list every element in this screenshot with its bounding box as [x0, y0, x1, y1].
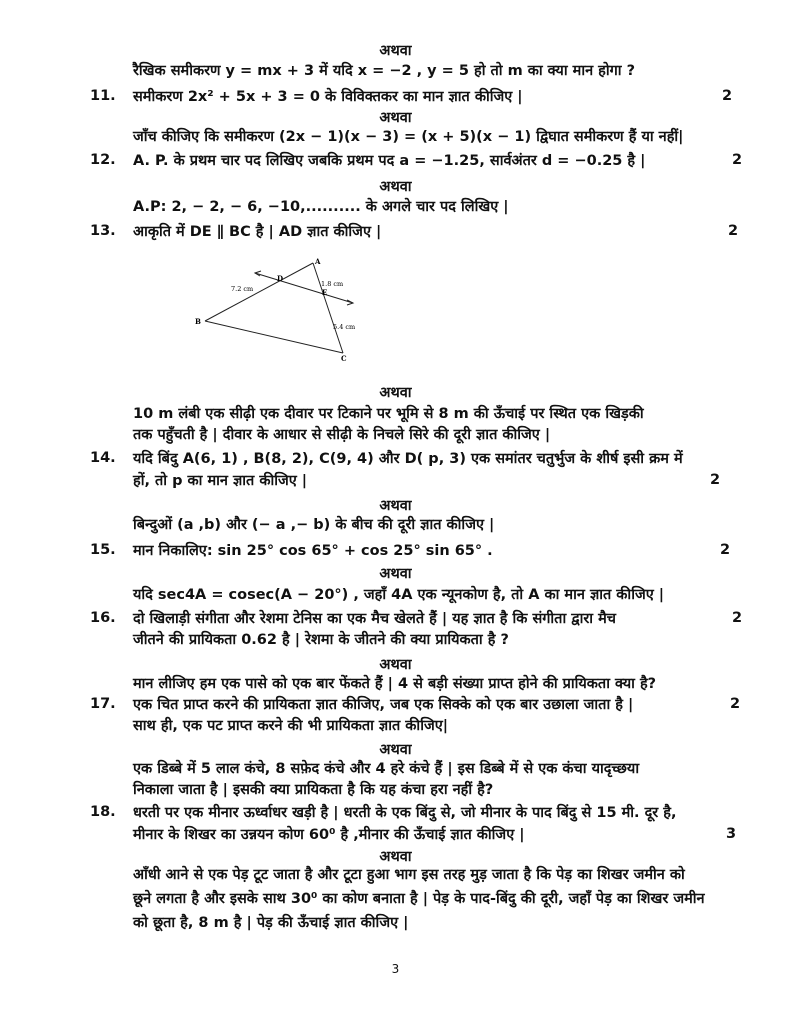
or-heading: अथवा — [379, 657, 412, 673]
q14-number: 14. — [90, 450, 116, 466]
label-bd-length: 7.2 cm — [231, 285, 254, 293]
q17-text-line1: एक चित प्राप्त करने की प्रायिकता ज्ञात कीजिए, जब एक सिक्के को एक बार उछाला जाता है | — [133, 697, 634, 713]
q11-marks: 2 — [722, 88, 733, 104]
q13-alt-line1: 10 m लंबी एक सीढ़ी एक दीवार पर टिकाने पर भूमि से 8 m की ऊँचाई पर स्थित एक खिड़की — [133, 406, 644, 422]
or-heading: अथवा — [379, 566, 412, 582]
q12-text: A. P. के प्रथम चार पद लिखिए जबकि प्रथम पद a = −1.25, सार्वअंतर d = −0.25 है | — [133, 153, 646, 169]
q16-text-line2: जीतने की प्रायिकता 0.62 है | रेशमा के जीतने की क्या प्रायिकता है ? — [133, 632, 509, 648]
or-heading: अथवा — [379, 43, 412, 59]
label-d: D — [277, 274, 284, 283]
q12-marks: 2 — [732, 152, 743, 168]
q18-text-line1: धरती पर एक मीनार ऊर्ध्वाधर खड़ी है | धरती के एक बिंदु से, जो मीनार के पाद बिंदु से 15 मी. दूर है, — [133, 805, 677, 821]
or-heading: अथवा — [379, 385, 412, 401]
or-heading: अथवा — [379, 849, 412, 865]
label-a: A — [315, 257, 321, 266]
q13-alt-line2: तक पहुँचती है | दीवार के आधार से सीढ़ी के निचले सिरे की दूरी ज्ञात कीजिए | — [133, 427, 551, 443]
q14-text-line1: यदि बिंदु A(6, 1) , B(8, 2), C(9, 4) और D( p, 3) एक समांतर चतुर्भुज के शीर्ष इसी क्रम में — [133, 451, 683, 467]
q15-marks: 2 — [720, 542, 731, 558]
or-heading: अथवा — [379, 179, 412, 195]
q12-alt: A.P: 2, − 2, − 6, −10,.......... के अगले चार पद लिखिए | — [133, 199, 509, 215]
page-number: 3 — [391, 962, 400, 976]
or-heading: अथवा — [379, 498, 412, 514]
side-ac — [313, 263, 343, 353]
q14-marks: 2 — [710, 472, 721, 488]
q17-alt-line1: एक डिब्बे में 5 लाल कंचे, 8 सफ़ेद कंचे और 4 हरे कंचे हैं | इस डिब्बे में से एक कंचा यादृच्छया — [133, 761, 640, 777]
q13-number: 13. — [90, 223, 116, 239]
or-heading: अथवा — [379, 110, 412, 126]
q16-number: 16. — [90, 610, 116, 626]
label-ae-length: 1.8 cm — [321, 280, 344, 288]
q18-text-line2: मीनार के शिखर का उन्नयन कोण 60⁰ है ,मीनार की ऊँचाई ज्ञात कीजिए | — [133, 827, 525, 843]
label-ec-length: 5.4 cm — [333, 323, 356, 331]
q18-alt-line1: आँधी आने से एक पेड़ टूट जाता है और टूटा हुआ भाग इस तरह मुड़ जाता है कि पेड़ का शिखर जमीन को — [133, 867, 685, 883]
q17-number: 17. — [90, 696, 116, 712]
q18-alt-line2: छूने लगता है और इसके साथ 30⁰ का कोण बनाता है | पेड़ के पाद-बिंदु की दूरी, जहाँ पेड़ का शिखर जमीन — [133, 891, 705, 907]
q17-text-line2: साथ ही, एक पट प्राप्त करने की भी प्रायिकता ज्ञात कीजिए| — [133, 718, 449, 734]
q18-number: 18. — [90, 804, 116, 820]
q14-text-line2: हों, तो p का मान ज्ञात कीजिए | — [133, 473, 308, 489]
q15-alt: यदि sec4A = cosec(A − 20°) , जहाँ 4A एक न्यूनकोण है, तो A का मान ज्ञात कीजिए | — [133, 587, 665, 603]
q17-alt-line2: निकाला जाता है | इसकी क्या प्रायिकता है कि यह कंचा हरा नहीं है? — [133, 782, 494, 798]
q15-number: 15. — [90, 542, 116, 558]
q13-marks: 2 — [728, 223, 739, 239]
q16-alt: मान लीजिए हम एक पासे को एक बार फेंकते हैं | 4 से बड़ी संख्या प्राप्त होने की प्रायिकता क्या है? — [133, 676, 657, 692]
q12-number: 12. — [90, 152, 116, 168]
q18-marks: 3 — [726, 826, 737, 842]
q15-text: मान निकालिए: sin 25° cos 65° + cos 25° sin 65° . — [133, 543, 493, 559]
q14-alt: बिन्दुओं (a ,b) और (− a ,− b) के बीच की दूरी ज्ञात कीजिए | — [133, 517, 495, 533]
line-de — [255, 273, 353, 303]
q17-marks: 2 — [730, 696, 741, 712]
q11-number: 11. — [90, 88, 116, 104]
q18-alt-line3: को छूता है, 8 m है | पेड़ की ऊँचाई ज्ञात कीजिए | — [133, 915, 409, 931]
q16-marks: 2 — [732, 610, 743, 626]
label-e: E — [322, 288, 328, 297]
q13-text: आकृति में DE ∥ BC है | AD ज्ञात कीजिए | — [133, 224, 382, 240]
label-b: B — [195, 317, 201, 326]
q11-alt: जाँच कीजिए कि समीकरण (2x − 1)(x − 3) = (x + 5)(x − 1) द्विघात समीकरण हैं या नहीं| — [133, 129, 684, 145]
side-bc — [205, 321, 343, 353]
q16-text-line1: दो खिलाड़ी संगीता और रेशमा टेनिस का एक मैच खेलते हैं | यह ज्ञात है कि संगीता द्वारा मैच — [133, 611, 616, 627]
prev-alt-question: रैखिक समीकरण y = mx + 3 में यदि x = −2 , y = 5 हो तो m का क्या मान होगा ? — [133, 63, 636, 79]
or-heading: अथवा — [379, 742, 412, 758]
triangle-figure — [185, 255, 365, 365]
q11-text: समीकरण 2x² + 5x + 3 = 0 के विविक्तकर का मान ज्ञात कीजिए | — [133, 89, 523, 105]
label-c: C — [341, 354, 347, 363]
